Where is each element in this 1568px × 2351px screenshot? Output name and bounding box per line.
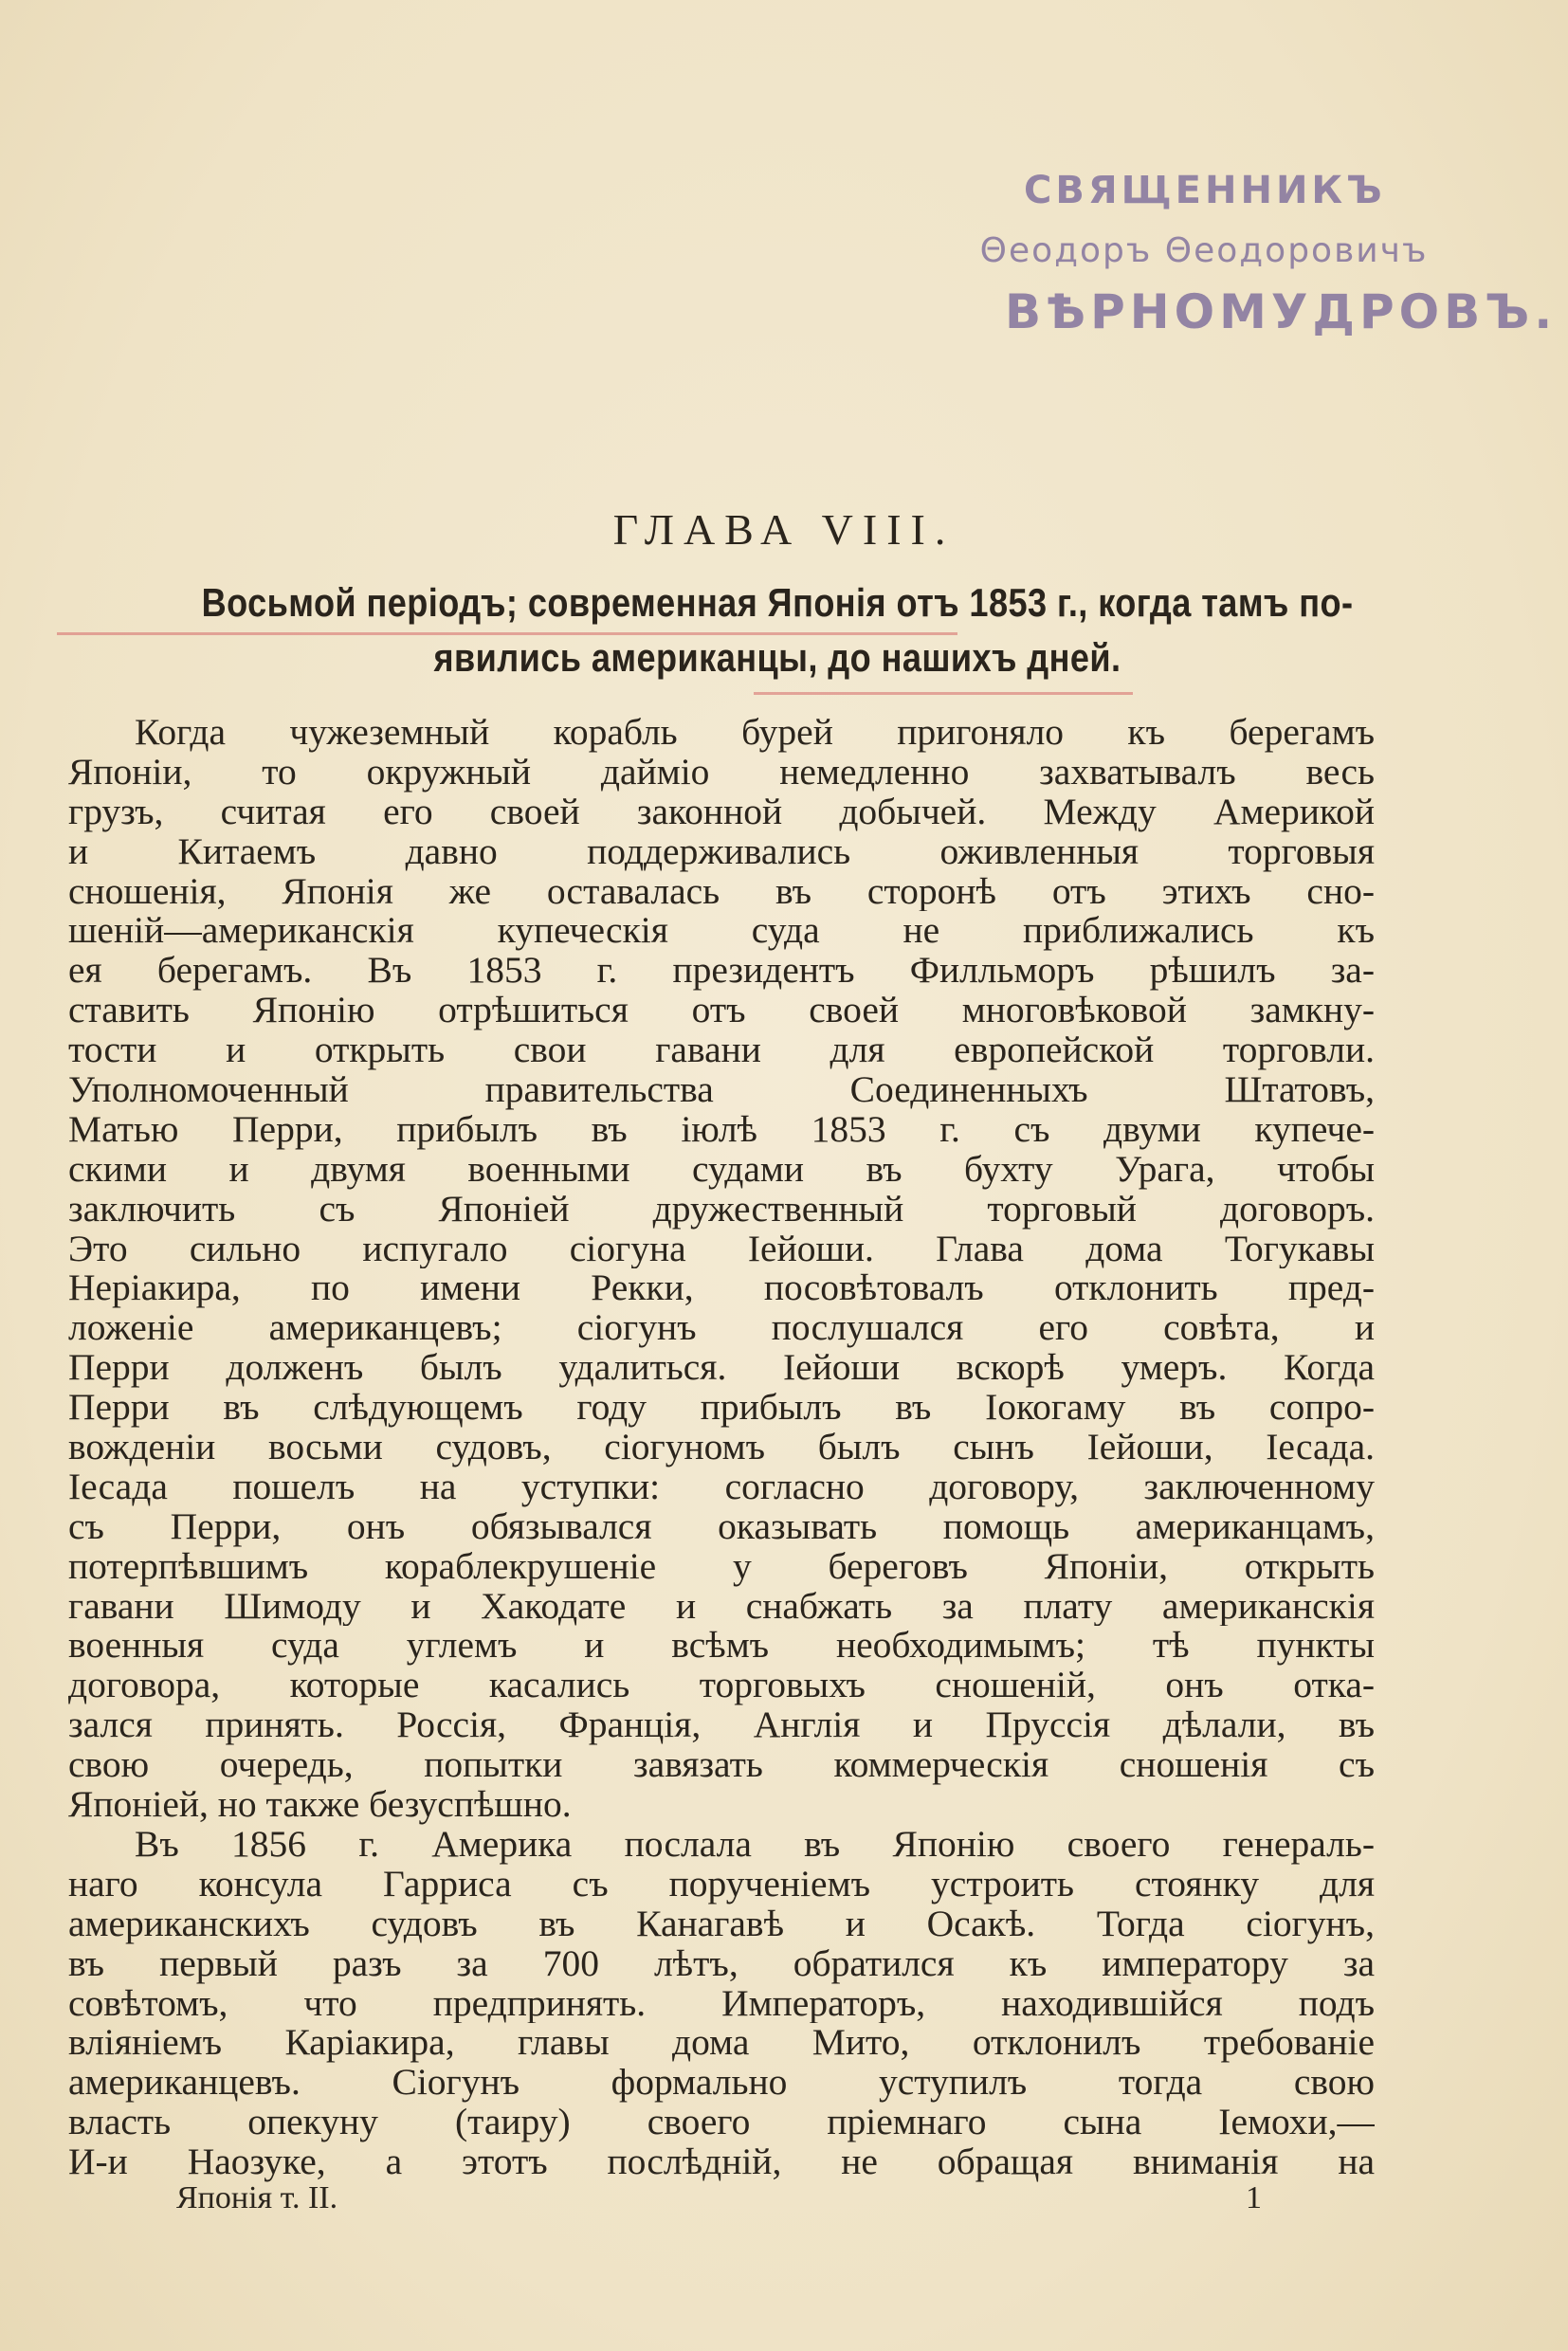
text-line: съ Перри, онъ обязывался оказывать помощь американцамъ,	[68, 1506, 1375, 1547]
chapter-heading: ГЛАВА VIII.	[612, 505, 956, 554]
stamp-title: СВЯЩЕННИКЪ	[1024, 169, 1386, 212]
text-line: гавани Шимоду и Хакодате и снабжать за плату американскія	[68, 1586, 1375, 1627]
text-line: Когда чужеземный корабль бурей пригоняло къ берегамъ	[135, 713, 1375, 753]
text-line: ложеніе американцевъ; сіогунъ послушался его совѣта, и	[68, 1308, 1375, 1349]
text-line: власть опекуну (таиру) своего пріемнаго сына Іемохи,—	[68, 2103, 1375, 2143]
stamp-surname: ВѢРНОМУДРОВЪ.	[1005, 284, 1558, 339]
text-line: И-и Наозуке, а этотъ послѣдній, не обращая вниманія на	[68, 2142, 1375, 2182]
text-line: ставить Японію отрѣшиться отъ своей многовѣковой замкну-	[68, 991, 1375, 1031]
text-line: Матью Перри, прибылъ въ іюлѣ 1853 г. съ двуми купече-	[68, 1109, 1375, 1150]
text-line: договора, которые касались торговыхъ сношеній, онъ отка-	[68, 1666, 1375, 1706]
text-line: ея берегамъ. Въ 1853 г. президентъ Филльморъ рѣшилъ за-	[68, 951, 1375, 992]
text-line: тости и открыть свои гавани для европейской торговли.	[68, 1030, 1375, 1071]
chapter-subtitle-line-1: Восьмой періодъ; современная Японія отъ 1853 г., когда тамъ по-	[201, 580, 1354, 625]
text-line: грузъ, считая его своей законной добычей. Между Америкой	[68, 792, 1375, 832]
text-line: потерпѣвшимъ кораблекрушеніе у береговъ Японіи, открыть	[68, 1546, 1375, 1587]
stamp-name: Θеодоръ Θеодоровичъ	[979, 231, 1429, 270]
chapter-subtitle-line-2: явились американцы, до нашихъ дней.	[433, 635, 1121, 680]
text-line: вліяніемъ Каріакира, главы дома Мито, отклонилъ требованіе	[68, 2023, 1375, 2064]
text-line: Неріакира, по имени Рекки, посовѣтовалъ отклонить пред-	[68, 1268, 1375, 1309]
text-line: военныя суда углемъ и всѣмъ необходимымъ; тѣ пункты	[68, 1626, 1375, 1667]
text-line: американцевъ. Сіогунъ формально уступилъ тогда свою	[68, 2063, 1375, 2104]
text-line: Это сильно испугало сіогуна Іейоши. Глава дома Тогукавы	[68, 1229, 1375, 1269]
text-line: и Китаемъ давно поддерживались оживленныя торговыя	[68, 831, 1375, 872]
ownership-stamp	[910, 169, 1558, 368]
text-line: свою очередь, попытки завязать коммерческія сношенія съ	[68, 1745, 1375, 1786]
text-line: заключить съ Японіей дружественный торговый договоръ.	[68, 1189, 1375, 1230]
text-line: Японіей, но также безуспѣшно.	[68, 1785, 572, 1825]
text-line: Уполномоченный правительства Соединенныхъ Штатовъ,	[68, 1070, 1375, 1110]
text-line: сношенія, Японія же оставалась въ сторонѣ отъ этихъ сно-	[68, 871, 1375, 912]
page-number: 1	[1246, 2180, 1262, 2215]
text-line: наго консула Гарриса съ порученіемъ устроить стоянку для	[68, 1864, 1375, 1904]
text-line: Японіи, то окружный дайміо немедленно захватывалъ весь	[68, 752, 1375, 793]
text-line: американскихъ судовъ въ Канагавѣ и Осакѣ. Тогда сіогунъ,	[68, 1904, 1375, 1944]
text-line: шеній—американскія купеческія суда не приближались къ	[68, 911, 1375, 952]
text-line: вожденіи восьми судовъ, сіогуномъ былъ сынъ Іейоши, Іесада.	[68, 1428, 1375, 1467]
text-line: Въ 1856 г. Америка послала въ Японію своего генераль-	[135, 1824, 1375, 1865]
body-text	[68, 713, 1375, 2182]
red-pencil-underline	[754, 692, 1133, 695]
text-line: Іесада пошелъ на уступки: согласно договору, заключенному	[68, 1467, 1375, 1507]
text-line: въ первый разъ за 700 лѣтъ, обратился къ императору за	[68, 1943, 1375, 1984]
signature-mark: Японія т. II.	[176, 2180, 338, 2215]
text-line: Перри долженъ былъ удалиться. Іейоши вскорѣ умеръ. Когда	[68, 1348, 1375, 1389]
text-line: скими и двумя военными судами въ бухту Урага, чтобы	[68, 1149, 1375, 1190]
text-line: зался принять. Россія, Франція, Англія и Пруссія дѣлали, въ	[68, 1705, 1375, 1746]
text-line: Перри въ слѣдующемъ году прибылъ въ Іокогаму въ сопро-	[68, 1388, 1375, 1429]
text-line: совѣтомъ, что предпринять. Императоръ, находившійся подъ	[68, 1983, 1375, 2024]
